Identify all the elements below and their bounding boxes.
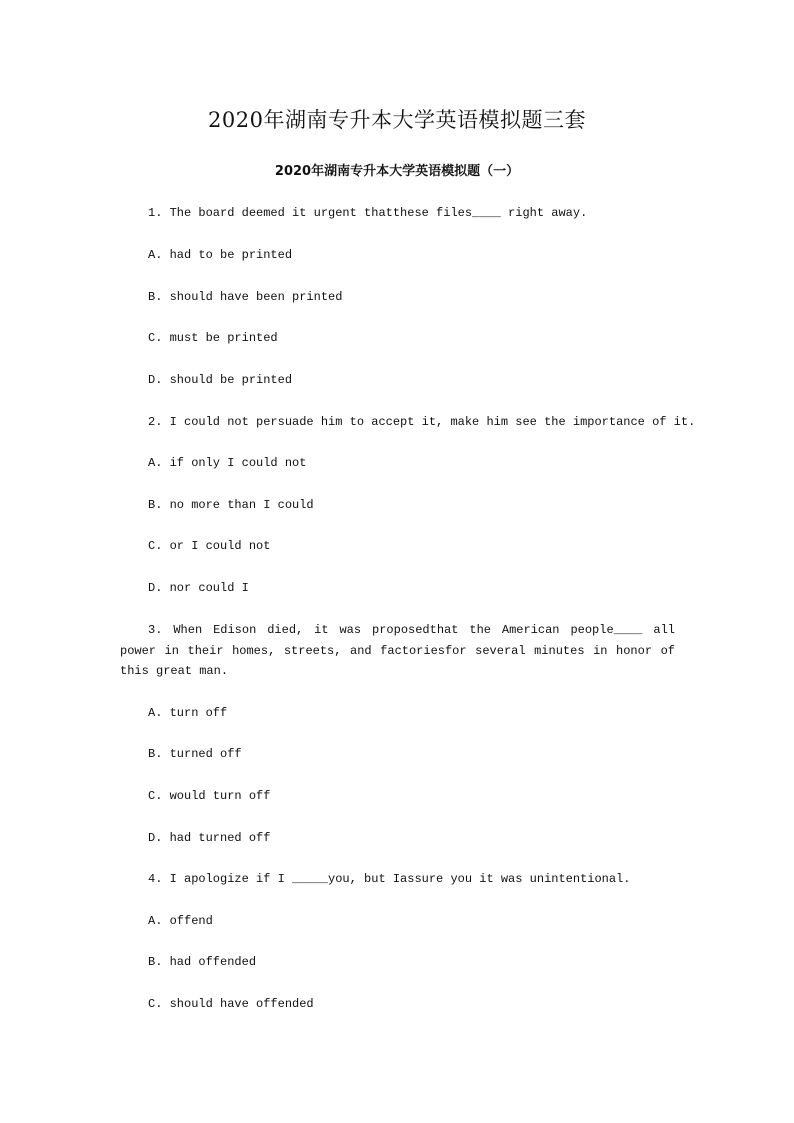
question-3-option-d: D. had turned off xyxy=(148,831,271,845)
document-title: 2020年湖南专升本大学英语模拟题三套 xyxy=(208,108,586,132)
question-4-option-a: A. offend xyxy=(148,914,213,928)
question-2-stem: 2. I could not persuade him to accept it, make him see the importance of it. xyxy=(148,415,696,429)
question-2-option-a: A. if only I could not xyxy=(148,456,307,470)
question-4-option-b: B. had offended xyxy=(148,955,257,969)
question-1-option-c: C. must be printed xyxy=(148,331,278,345)
question-2-option-d: D. nor could I xyxy=(148,581,249,595)
question-4-option-c: C. should have offended xyxy=(148,997,314,1011)
question-2-option-c: C. or I could not xyxy=(148,539,271,553)
section-title: 2020年湖南专升本大学英语模拟题（一） xyxy=(274,164,520,179)
question-1-stem: 1. The board deemed it urgent thatthese files____ right away. xyxy=(148,206,588,220)
question-3-option-a: A. turn off xyxy=(148,706,228,720)
question-1-option-d: D. should be printed xyxy=(148,373,293,387)
question-2-option-b: B. no more than I could xyxy=(148,498,314,512)
question-1-option-b: B. should have been printed xyxy=(148,290,343,304)
question-3-option-b: B. turned off xyxy=(148,747,242,761)
question-4-stem: 4. I apologize if I _____you, but Iassure you it was unintentional. xyxy=(148,872,631,886)
question-3-stem: 3. When Edison died, it was proposedthat the American people____ all power in their homes, streets, and factoriesfor several minutes in honor of this great man. xyxy=(120,623,675,678)
question-3-option-c: C. would turn off xyxy=(148,789,271,803)
question-1-option-a: A. had to be printed xyxy=(148,248,293,262)
